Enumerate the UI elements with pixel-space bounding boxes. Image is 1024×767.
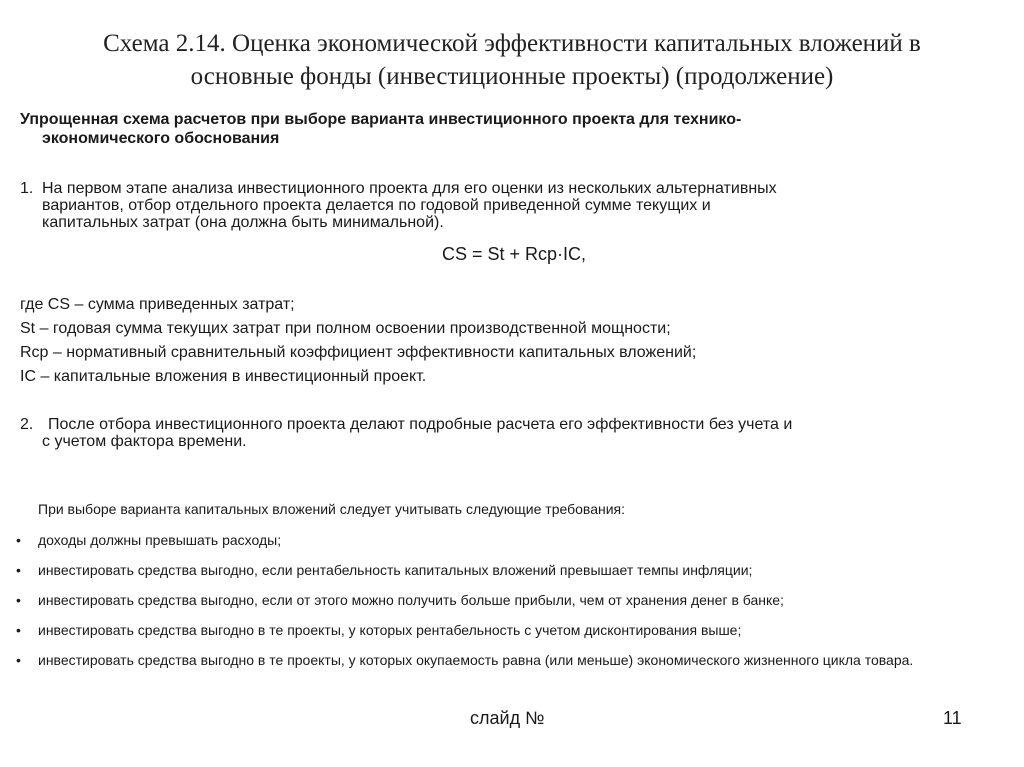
- bullet-icon: •: [16, 652, 21, 668]
- step-1-line-3: капитальных затрат (она должна быть минимальной).: [42, 214, 444, 231]
- step-1-number: 1.: [20, 180, 34, 197]
- list-item: [16, 562, 1006, 579]
- subtitle-line-1: Упрощенная схема расчетов при выборе варианта инвестиционного проекта для технико-: [20, 111, 742, 128]
- section-subtitle: [20, 110, 741, 148]
- formula-definitions: [20, 293, 696, 389]
- requirement-text: инвестировать средства выгодно, если от этого можно получить больше прибыли, чем от хранения денег в банке;: [38, 592, 784, 608]
- requirements-intro: При выборе варианта капитальных вложений следует учитывать следующие требования:: [38, 501, 626, 517]
- requirements-section: [16, 501, 1006, 682]
- list-item: [16, 532, 1006, 549]
- slide-title: [0, 27, 1024, 93]
- step-2-line-1: После отбора инвестиционного проекта делают подробные расчета его эффективности без учета и: [48, 416, 793, 433]
- slide-number-label: слайд №: [470, 708, 545, 728]
- step-1-line-1: На первом этапе анализа инвестиционного проекта для его оценки из нескольких альтернативных: [42, 180, 777, 197]
- step-2-paragraph: [20, 416, 792, 450]
- step-1-paragraph: [20, 180, 1010, 231]
- requirement-text: инвестировать средства выгодно, если рентабельность капитальных вложений превышает темпы инфляции;: [38, 562, 753, 578]
- subtitle-line-2: экономического обоснования: [42, 130, 280, 147]
- bullet-icon: •: [16, 532, 21, 548]
- definition-ic: IC – капитальные вложения в инвестиционный проект.: [20, 368, 427, 385]
- definition-st: St – годовая сумма текущих затрат при полном освоении производственной мощности;: [20, 320, 671, 337]
- requirements-list: [16, 532, 1006, 669]
- requirement-text: инвестировать средства выгодно в те проекты, у которых рентабельность с учетом дисконтирования выше;: [38, 622, 742, 638]
- step-1-line-2: вариантов, отбор отдельного проекта делается по годовой приведенной сумме текущих и: [42, 197, 711, 214]
- bullet-icon: •: [16, 592, 21, 608]
- requirement-text: инвестировать средства выгодно в те проекты, у которых окупаемость равна (или меньше) экономического жизненного цикла товара.: [38, 652, 914, 668]
- list-item: [16, 622, 1006, 639]
- title-line-1: Схема 2.14. Оценка экономической эффективности капитальных вложений в: [103, 30, 921, 57]
- title-line-2: основные фонды (инвестиционные проекты) (продолжение): [190, 63, 834, 90]
- step-2-line-2: с учетом фактора времени.: [42, 433, 247, 450]
- definition-cs: где CS – сумма приведенных затрат;: [20, 296, 295, 313]
- step-2-number: 2.: [20, 416, 34, 433]
- list-item: [16, 592, 1006, 609]
- bullet-icon: •: [16, 562, 21, 578]
- definition-rcp: Rcp – нормативный сравнительный коэффициент эффективности капитальных вложений;: [20, 344, 697, 361]
- requirement-text: доходы должны превышать расходы;: [38, 532, 282, 548]
- slide-page-number: 11: [943, 708, 962, 728]
- bullet-icon: •: [16, 622, 21, 638]
- cost-formula: CS = St + Rcp·IC,: [441, 244, 587, 264]
- list-item: [16, 652, 1006, 669]
